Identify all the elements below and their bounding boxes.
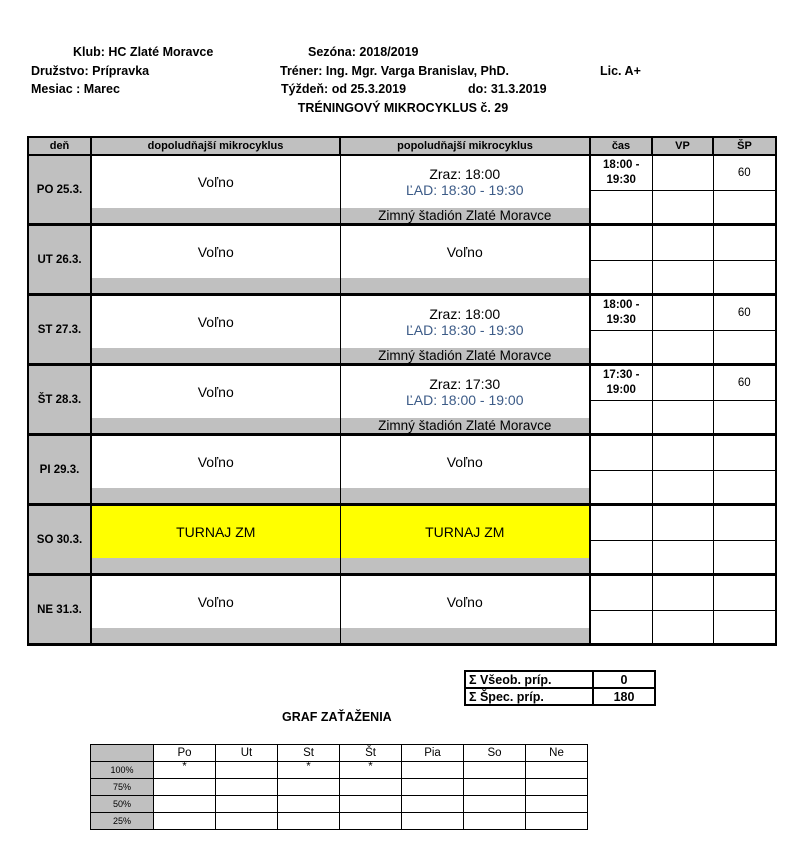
graph-cell xyxy=(154,796,216,813)
pm-activity xyxy=(340,365,590,419)
week-to-label: do: 31.3.2019 xyxy=(468,82,547,96)
graph-level-row xyxy=(91,796,588,813)
graph-cell xyxy=(402,779,464,796)
graph-level-label: 25% xyxy=(91,813,154,830)
vp-cell xyxy=(652,435,713,471)
graph-cell xyxy=(526,813,588,830)
graph-day-header: Po xyxy=(154,745,216,762)
pm-place xyxy=(340,278,590,295)
time-cell-empty xyxy=(590,261,652,295)
month-label: Mesiac : Marec xyxy=(31,82,120,96)
graph-header-row xyxy=(91,745,588,762)
am-activity xyxy=(91,575,340,629)
graph-cell xyxy=(154,813,216,830)
sp-cell-empty xyxy=(713,401,776,435)
graph-level-row xyxy=(91,762,588,779)
coach-label: Tréner: Ing. Mgr. Varga Branislav, PhD. xyxy=(280,64,510,78)
pm-activity-line1: Zraz: 18:00 xyxy=(429,306,501,322)
am-place xyxy=(91,418,340,435)
graph-day-header: Pia xyxy=(402,745,464,762)
vp-cell-empty xyxy=(652,261,713,295)
graph-cell xyxy=(464,796,526,813)
graph-cell xyxy=(340,796,402,813)
am-place xyxy=(91,278,340,295)
vp-cell xyxy=(652,155,713,191)
graph-cell xyxy=(402,762,464,779)
am-activity xyxy=(91,295,340,349)
day-row xyxy=(28,365,776,401)
col-am: dopoludňajší mikrocyklus xyxy=(91,137,340,155)
sp-cell xyxy=(713,575,776,611)
license-label: Lic. A+ xyxy=(600,64,641,78)
vp-cell-empty xyxy=(652,401,713,435)
am-activity-text: Voľno xyxy=(197,384,234,400)
graph-cell xyxy=(216,813,278,830)
col-day: deň xyxy=(28,137,91,155)
graph-cell: * xyxy=(278,762,340,779)
microcycle-table xyxy=(27,136,777,646)
am-place xyxy=(91,208,340,225)
graph-cell xyxy=(154,779,216,796)
graph-level-label: 100% xyxy=(91,762,154,779)
summary-general-value: 0 xyxy=(593,671,655,688)
day-label: UT 26.3. xyxy=(28,225,91,295)
pm-activity xyxy=(340,295,590,349)
am-activity xyxy=(91,155,340,208)
pm-activity xyxy=(340,505,590,559)
day-label: PI 29.3. xyxy=(28,435,91,505)
graph-cell xyxy=(216,796,278,813)
pm-place xyxy=(340,488,590,505)
vp-cell-empty xyxy=(652,331,713,365)
col-pm: popoludňajší mikrocyklus xyxy=(340,137,590,155)
graph-cell xyxy=(402,796,464,813)
graph-cell xyxy=(278,813,340,830)
graph-corner xyxy=(91,745,154,762)
graph-day-header: So xyxy=(464,745,526,762)
day-row xyxy=(28,295,776,331)
am-activity-text: Voľno xyxy=(197,594,234,610)
sp-cell xyxy=(713,435,776,471)
sp-cell xyxy=(713,505,776,541)
graph-cell xyxy=(402,813,464,830)
day-row xyxy=(28,435,776,471)
pm-activity-line1: Zraz: 17:30 xyxy=(429,376,501,392)
graph-cell xyxy=(216,762,278,779)
time-cell-empty xyxy=(590,541,652,575)
am-activity xyxy=(91,435,340,489)
time-cell xyxy=(590,505,652,541)
graph-cell xyxy=(464,762,526,779)
vp-cell-empty xyxy=(652,611,713,645)
sp-cell-empty xyxy=(713,331,776,365)
summary-special-label: Σ Špec. príp. xyxy=(465,688,593,705)
graph-level-row xyxy=(91,813,588,830)
time-cell xyxy=(590,575,652,611)
am-place xyxy=(91,628,340,645)
time-cell-empty xyxy=(590,611,652,645)
am-place xyxy=(91,348,340,365)
graph-level-label: 75% xyxy=(91,779,154,796)
am-place xyxy=(91,558,340,575)
pm-place xyxy=(340,628,590,645)
pm-place: Zimný štadión Zlaté Moravce xyxy=(340,348,590,365)
time-cell xyxy=(590,225,652,261)
pm-activity xyxy=(340,575,590,629)
day-row xyxy=(28,225,776,261)
pm-activity-line1: Zraz: 18:00 xyxy=(429,166,501,182)
pm-activity-line1: Voľno xyxy=(446,594,483,610)
col-sp: ŠP xyxy=(713,137,776,155)
graph-cell xyxy=(278,796,340,813)
pm-place: Zimný štadión Zlaté Moravce xyxy=(340,418,590,435)
day-row xyxy=(28,505,776,541)
am-activity xyxy=(91,365,340,419)
load-graph-table xyxy=(90,744,588,830)
graph-level-label: 50% xyxy=(91,796,154,813)
table-header-row xyxy=(28,137,776,155)
graph-day-header: St xyxy=(278,745,340,762)
vp-cell xyxy=(652,365,713,401)
sp-cell-empty xyxy=(713,191,776,225)
summary-row-special xyxy=(465,688,655,705)
col-time: čas xyxy=(590,137,652,155)
club-label: Klub: HC Zlaté Moravce xyxy=(73,45,214,59)
am-activity-text: Voľno xyxy=(197,244,234,260)
sp-cell-empty xyxy=(713,541,776,575)
vp-cell xyxy=(652,225,713,261)
summary-table xyxy=(464,670,656,706)
graph-cell xyxy=(340,779,402,796)
vp-cell-empty xyxy=(652,191,713,225)
graph-cell: * xyxy=(340,762,402,779)
pm-place: Zimný štadión Zlaté Moravce xyxy=(340,208,590,225)
day-label: NE 31.3. xyxy=(28,575,91,645)
pm-activity-line2: ĽAD: 18:30 - 19:30 xyxy=(405,322,524,338)
time-cell-empty xyxy=(590,331,652,365)
vp-cell xyxy=(652,295,713,331)
sp-cell-empty xyxy=(713,471,776,505)
pm-activity-line1: Voľno xyxy=(446,454,483,470)
graph-day-header: Št xyxy=(340,745,402,762)
graph-cell: * xyxy=(154,762,216,779)
am-activity xyxy=(91,505,340,559)
day-label: ST 27.3. xyxy=(28,295,91,365)
day-label: PO 25.3. xyxy=(28,155,91,225)
graph-cell xyxy=(464,813,526,830)
time-cell-empty xyxy=(590,191,652,225)
day-label: SO 30.3. xyxy=(28,505,91,575)
graph-cell xyxy=(216,779,278,796)
graph-cell xyxy=(526,796,588,813)
am-activity-text: Voľno xyxy=(197,454,234,470)
pm-activity-line1: Voľno xyxy=(446,244,483,260)
graph-day-header: Ne xyxy=(526,745,588,762)
pm-activity xyxy=(340,225,590,279)
vp-cell xyxy=(652,505,713,541)
time-cell: 17:30 - 19:00 xyxy=(590,365,652,401)
pm-activity-line1: TURNAJ ZM xyxy=(425,524,505,540)
summary-general-label: Σ Všeob. príp. xyxy=(465,671,593,688)
summary-row-general xyxy=(465,671,655,688)
day-label: ŠT 28.3. xyxy=(28,365,91,435)
sp-cell xyxy=(713,225,776,261)
time-cell: 18:00 - 19:30 xyxy=(590,295,652,331)
graph-day-header: Ut xyxy=(216,745,278,762)
am-activity xyxy=(91,225,340,279)
vp-cell-empty xyxy=(652,471,713,505)
time-cell xyxy=(590,435,652,471)
graph-level-row xyxy=(91,779,588,796)
load-graph-title: GRAF ZAŤAŽENIA xyxy=(282,710,392,724)
pm-activity xyxy=(340,155,590,208)
graph-cell xyxy=(464,779,526,796)
page-title: TRÉNINGOVÝ MIKROCYKLUS č. 29 xyxy=(297,101,509,115)
am-activity-text: TURNAJ ZM xyxy=(176,524,256,540)
sp-cell-empty xyxy=(713,611,776,645)
pm-activity xyxy=(340,435,590,489)
graph-cell xyxy=(526,762,588,779)
sp-cell: 60 xyxy=(713,155,776,191)
pm-activity-line2: ĽAD: 18:00 - 19:00 xyxy=(405,392,524,408)
pm-activity-line2: ĽAD: 18:30 - 19:30 xyxy=(405,182,524,198)
col-vp: VP xyxy=(652,137,713,155)
week-from-label: Týždeň: od 25.3.2019 xyxy=(281,82,407,96)
season-label: Sezóna: 2018/2019 xyxy=(308,45,419,59)
pm-place xyxy=(340,558,590,575)
am-activity-text: Voľno xyxy=(197,314,234,330)
day-row xyxy=(28,155,776,191)
vp-cell-empty xyxy=(652,541,713,575)
sp-cell-empty xyxy=(713,261,776,295)
vp-cell xyxy=(652,575,713,611)
sp-cell: 60 xyxy=(713,365,776,401)
summary-special-value: 180 xyxy=(593,688,655,705)
am-activity-text: Voľno xyxy=(197,174,234,190)
time-cell: 18:00 - 19:30 xyxy=(590,155,652,191)
sp-cell: 60 xyxy=(713,295,776,331)
graph-cell xyxy=(340,813,402,830)
am-place xyxy=(91,488,340,505)
graph-cell xyxy=(526,779,588,796)
time-cell-empty xyxy=(590,471,652,505)
day-row xyxy=(28,575,776,611)
team-label: Družstvo: Prípravka xyxy=(31,64,150,78)
time-cell-empty xyxy=(590,401,652,435)
graph-cell xyxy=(278,779,340,796)
